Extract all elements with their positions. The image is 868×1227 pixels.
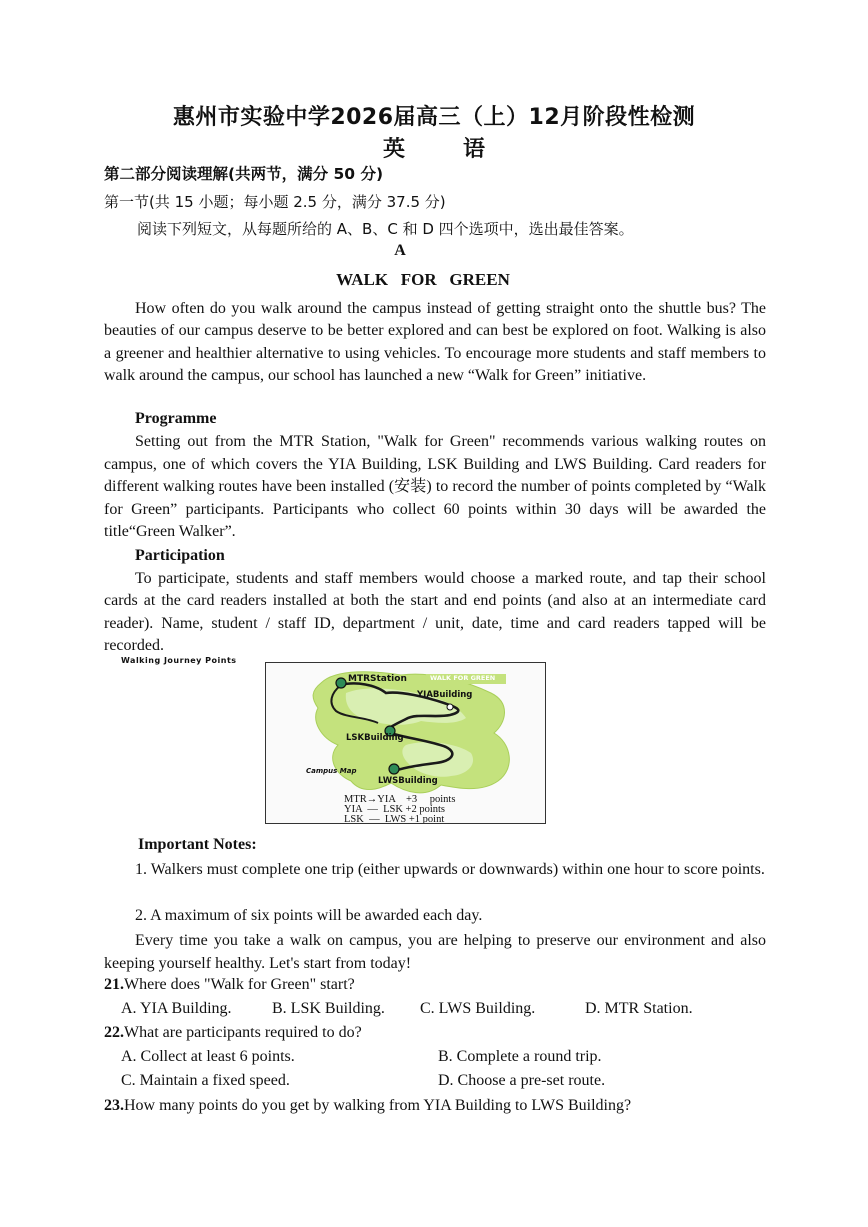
instruction-text: 阅读下列短文，从每题所给的 A、B、C 和 D 四个选项中，选出最佳答案。 [137, 220, 634, 238]
label-yia-building: YIABuilding [417, 690, 473, 700]
note-1-text: 1. Walkers must complete one trip (either upwards or downwards) within one hour to score points. [135, 861, 765, 878]
passage-label: A [394, 242, 406, 259]
note-2 [104, 905, 766, 927]
legend-route: YIA — LSK [344, 804, 403, 815]
question-text: How many points do you get by walking from YIA Building to LWS Building? [124, 1097, 632, 1114]
exam-title: 惠州市实验中学2026届高三（上）12月阶段性检测 [172, 105, 696, 130]
q22-option-d: D. Choose a pre-set route. [438, 1072, 606, 1089]
note-1 [104, 858, 766, 881]
label-mtr-station: MTRStation [348, 674, 407, 684]
node-heading: 第一节(共 15 小题；每小题 2.5 分，满分 37.5 分) [104, 193, 446, 211]
question-number: 23. [104, 1097, 124, 1114]
participation-paragraph [104, 568, 766, 657]
notes-heading: Important Notes: [138, 836, 257, 853]
legend-points: +2 [405, 804, 417, 815]
legend-route: LSK — LWS [344, 814, 407, 824]
legend-unit: points [419, 804, 446, 815]
programme-text: Setting out from the MTR Station, "Walk for Green" recommends various walking routes on campus, one of which covers the YIA Building, LSK Building and LWS Building. Card readers for different walking routes have been installed (安装) to record the number of points completed by “Walk for Green” participants. Participants who collect 60 points within 30 days will be awarded the title“Green Walker”. [104, 433, 766, 540]
subject-title: 英语 [382, 137, 543, 162]
legend-unit: points [429, 794, 456, 805]
yia-marker [447, 704, 453, 710]
map-banner: WALK FOR GREEN [430, 674, 496, 682]
legend-route: MTR→YIA [344, 794, 396, 805]
q21-option-d: D. MTR Station. [585, 1000, 693, 1017]
question-22 [104, 1024, 362, 1042]
intro-text: How often do you walk around the campus instead of getting straight onto the shuttle bus? The beauties of our campus deserve to be better explored and can best be explored on foot. Walking is also a greener and healthier alternative to using vehicles. To encourage more students and staff members to walk around the campus, our school has launched a new “Walk for Green” initiative. [104, 300, 766, 385]
question-number: 22. [104, 1024, 124, 1041]
legend-points: +1 [408, 814, 421, 824]
part-heading: 第二部分阅读理解(共两节，满分 50 分) [104, 165, 384, 183]
q21-option-b: B. LSK Building. [272, 1000, 385, 1017]
q22-option-b: B. Complete a round trip. [438, 1048, 602, 1065]
q21-option-c: C. LWS Building. [420, 1000, 536, 1017]
question-text: Where does "Walk for Green" start? [124, 976, 355, 993]
lws-marker [389, 764, 399, 774]
question-number: 21. [104, 976, 124, 993]
question-21 [104, 976, 355, 994]
legend-unit: point [422, 814, 445, 824]
programme-heading: Programme [135, 410, 217, 427]
question-text: What are participants required to do? [124, 1024, 362, 1041]
map-caption: Walking Journey Points [121, 656, 237, 665]
participation-heading: Participation [135, 547, 225, 564]
legend-row [344, 814, 444, 824]
programme-paragraph [104, 431, 766, 544]
q22-option-c: C. Maintain a fixed speed. [121, 1072, 290, 1089]
label-lws-building: LWSBuilding [378, 776, 438, 786]
campus-map-figure [265, 662, 546, 824]
label-lsk-building: LSKBuilding [346, 733, 404, 743]
q21-option-a: A. YIA Building. [121, 1000, 232, 1017]
intro-paragraph [104, 298, 766, 388]
closing-text: Every time you take a walk on campus, you are helping to preserve our environment and also keeping yourself healthy. Let's start from today! [104, 932, 766, 972]
q22-option-a: A. Collect at least 6 points. [121, 1048, 295, 1065]
mtr-marker [336, 678, 346, 688]
closing-paragraph [104, 929, 766, 975]
legend-points: +3 [405, 794, 418, 805]
participation-text: To participate, students and staff members would choose a marked route, and tap their school cards at the card readers installed at both the start and end points (and also at an intermediate card reader). Name, student / staff ID, department / unit, date, time and card readers tapped will be recorded. [104, 570, 766, 654]
note-2-text: 2. A maximum of six points will be awarded each day. [135, 907, 483, 924]
question-23 [104, 1097, 631, 1115]
campus-map-label: Campus Map [306, 767, 357, 775]
passage-title: WALK FOR GREEN [336, 270, 510, 289]
